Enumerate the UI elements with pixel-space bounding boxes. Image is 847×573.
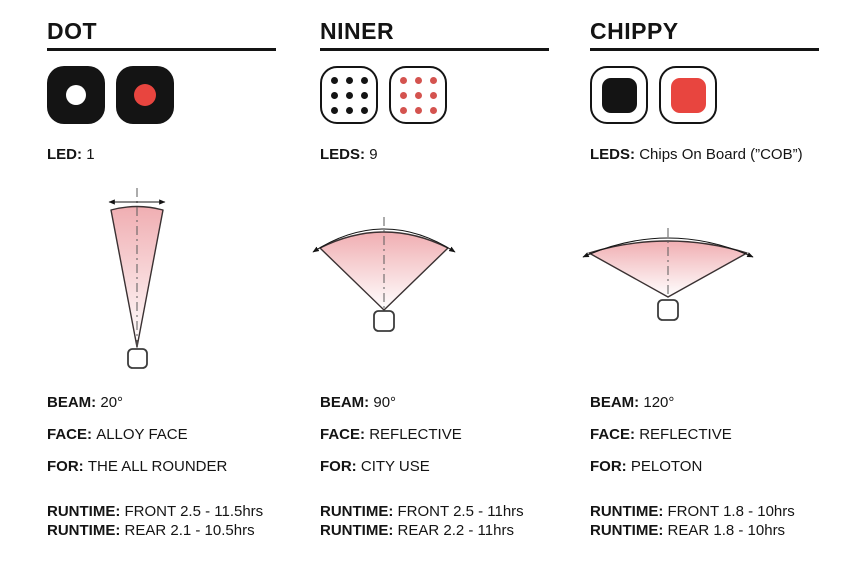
- light-source-square: [374, 311, 394, 331]
- led-label: LED:: [47, 146, 82, 163]
- light-source-square: [658, 300, 678, 320]
- face-spec-line: FACE: REFLECTIVE: [320, 426, 462, 443]
- beam-angle-diagram-niner: [300, 180, 470, 380]
- led-icons-row: [320, 66, 447, 124]
- runtime-front-line: RUNTIME: FRONT 2.5 - 11.5hrs: [47, 503, 264, 520]
- cob-panel: [671, 78, 706, 113]
- red-led-dot: [134, 84, 156, 106]
- led-count-line: [47, 145, 95, 164]
- led-icons-row: [47, 66, 174, 124]
- beam-spec-line: BEAM: 20°: [47, 394, 124, 411]
- led-value: 9: [369, 146, 378, 163]
- face-spec-line: FACE: REFLECTIVE: [590, 426, 732, 443]
- page-title: CHIPPY: [590, 18, 679, 44]
- light-source-square: [128, 349, 147, 368]
- face-spec-line: FACE: ALLOY FACE: [47, 426, 188, 443]
- led-count-line: [320, 145, 378, 164]
- led-label: LEDS:: [320, 146, 365, 163]
- runtime-rear-line: RUNTIME: REAR 2.2 - 11hrs: [320, 522, 514, 539]
- runtime-front-line: RUNTIME: FRONT 2.5 - 11hrs: [320, 503, 524, 520]
- for-spec-line: FOR: PELOTON: [590, 458, 703, 475]
- page-title: NINER: [320, 18, 395, 44]
- page-title: DOT: [47, 18, 98, 44]
- cob-panel: [602, 78, 637, 113]
- nine-dot-grid-red-icon: [389, 66, 447, 124]
- white-dot-on-black-icon: [47, 66, 105, 124]
- dot-grid: [400, 77, 437, 114]
- beam-angle-diagram-chippy: [575, 180, 765, 380]
- dot-grid: [331, 77, 368, 114]
- white-led-dot: [66, 85, 86, 105]
- runtime-rear-line: RUNTIME: REAR 2.1 - 10.5hrs: [47, 522, 255, 539]
- for-spec-line: FOR: CITY USE: [320, 458, 430, 475]
- beam-spec-line: BEAM: 90°: [320, 394, 397, 411]
- led-label: LEDS:: [590, 146, 635, 163]
- runtime-front-line: RUNTIME: FRONT 1.8 - 10hrs: [590, 503, 795, 520]
- led-count-line: [590, 145, 803, 164]
- beam-angle-diagram-dot: [85, 180, 195, 380]
- runtime-rear-line: RUNTIME: REAR 1.8 - 10hrs: [590, 522, 786, 539]
- led-value: 1: [86, 146, 95, 163]
- led-value: Chips On Board (”COB”): [639, 146, 803, 163]
- title-underline: [320, 48, 549, 51]
- cob-panel-red-icon: [659, 66, 717, 124]
- for-spec-line: FOR: THE ALL ROUNDER: [47, 458, 228, 475]
- beam-spec-line: BEAM: 120°: [590, 394, 675, 411]
- led-icons-row: [590, 66, 717, 124]
- title-underline: [590, 48, 819, 51]
- red-dot-on-black-icon: [116, 66, 174, 124]
- cob-panel-black-icon: [590, 66, 648, 124]
- title-underline: [47, 48, 276, 51]
- nine-dot-grid-black-icon: [320, 66, 378, 124]
